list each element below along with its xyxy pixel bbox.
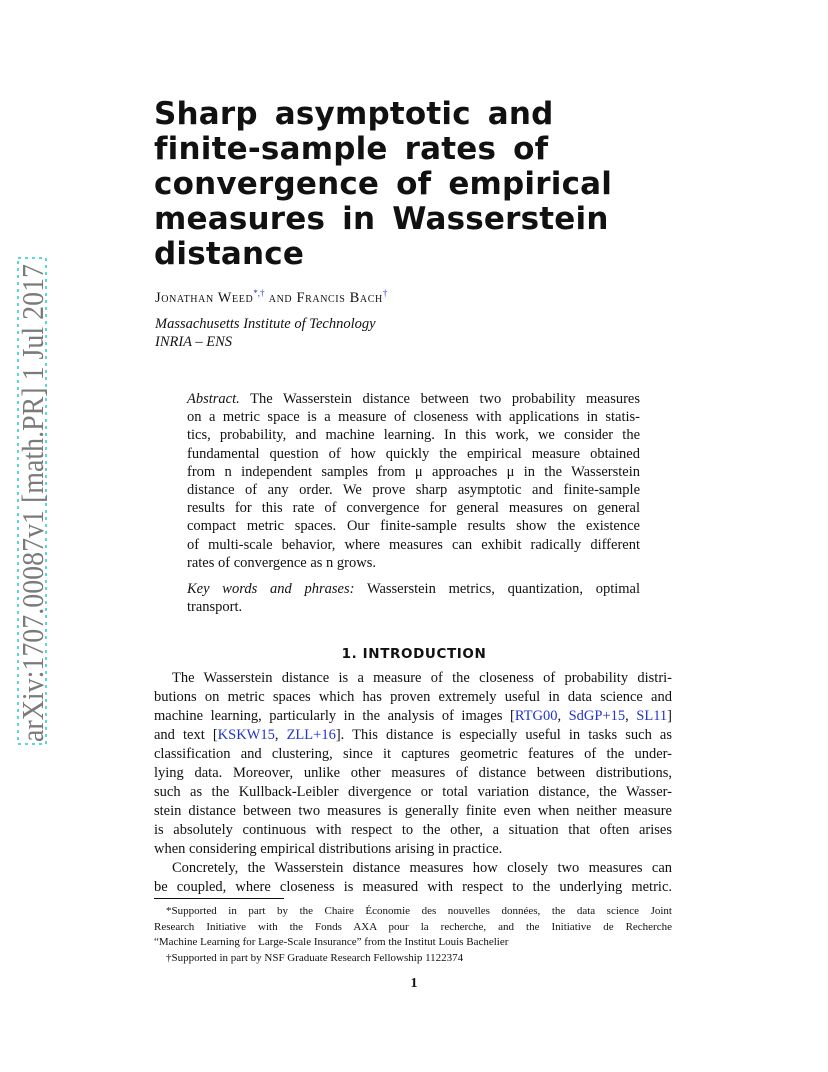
- footnote-rule: [154, 898, 284, 899]
- citation-link[interactable]: SL11: [636, 708, 668, 724]
- citation-link[interactable]: ZLL+16: [286, 727, 336, 743]
- keywords-line: Key words and phrases: Wasserstein metrics, quantization, optimal: [187, 581, 641, 597]
- paper-title: [154, 96, 613, 272]
- section-heading: [0, 646, 828, 662]
- body-line: when considering empirical distributions arising in practice.: [154, 841, 503, 857]
- body-text: [154, 669, 672, 897]
- abstract-line: Abstract. The Wasserstein distance between two probability measures: [187, 391, 640, 407]
- footnotes: [154, 904, 672, 966]
- abstract-line: on a metric space is a measure of closeness with applications in statis-: [187, 409, 640, 426]
- author-name: Francis Bach: [296, 289, 383, 306]
- title-line: distance: [154, 236, 305, 272]
- affiliation: INRIA – ENS: [155, 334, 233, 350]
- abstract-label: Abstract.: [187, 391, 240, 407]
- affiliations: [155, 315, 376, 351]
- body-line: classification and clustering, since it captures geometric features of the under-: [154, 746, 672, 762]
- footnote-line: †Supported in part by NSF Graduate Research Fellowship 1122374: [166, 951, 464, 964]
- footnote-mark-link[interactable]: †: [382, 288, 388, 298]
- body-line: machine learning, particularly in the analysis of images [RTG00, SdGP+15, SL11]: [154, 708, 673, 724]
- author-conjunction: and: [268, 289, 293, 306]
- footnote-mark-link[interactable]: *,†: [253, 288, 265, 298]
- abstract-line: from n independent samples from μ approaches μ in the Wasserstein: [187, 463, 640, 480]
- body-line: such as the Kullback-Leibler divergence or total variation distance, the Wasser-: [154, 784, 672, 800]
- body-line: lying data. Moreover, unlike other measures of distance between distributions,: [154, 765, 672, 781]
- section-number: 1.: [341, 646, 358, 662]
- arxiv-stamp: [0, 0, 58, 1072]
- citation-link[interactable]: KSKW15: [217, 727, 275, 743]
- keywords: [187, 580, 640, 616]
- keywords-line: transport.: [187, 599, 243, 616]
- footnote-line: Research Initiative with the Fonds AXA pour la recherche, and the Initiative de Recherche: [154, 920, 672, 933]
- abstract-line: rates of convergence as n grows.: [187, 554, 376, 571]
- author-name: Jonathan Weed: [155, 289, 254, 306]
- body-line: is absolutely continuous with respect to the other, a situation that often arises: [154, 822, 672, 838]
- abstract-line: fundamental question of how quickly the empirical measure obtained: [187, 445, 640, 462]
- body-line: Concretely, the Wasserstein distance measures how closely two measures can: [172, 860, 672, 876]
- abstract-line: results for this rate of convergence for general measures on general: [187, 500, 640, 517]
- abstract-line: tics, probability, and machine learning. In this work, we consider the: [187, 427, 640, 444]
- abstract-line: distance of any order. We prove sharp asymptotic and finite-sample: [187, 481, 640, 498]
- body-line: and text [KSKW15, ZLL+16]. This distance is especially useful in tasks such as: [154, 727, 672, 743]
- abstract-line: of multi-scale behavior, where measures can exhibit radically different: [187, 536, 640, 553]
- body-line: butions on metric spaces which has proven extremely useful in data science and: [154, 689, 672, 705]
- body-line: stein distance between two measures is generally finite even when neither measure: [154, 803, 672, 819]
- title-line: convergence of empirical: [154, 166, 613, 202]
- body-line: be coupled, where closeness is measured with respect to the underlying metric.: [154, 879, 672, 895]
- affiliation: Massachusetts Institute of Technology: [155, 316, 376, 332]
- body-line: The Wasserstein distance is a measure of the closeness of probability distri-: [172, 670, 672, 686]
- page-number: 1: [410, 976, 418, 991]
- footnote-line: *Supported in part by the Chaire Économie des nouvelles données, the data science Joint: [166, 905, 672, 917]
- footnote-line: “Machine Learning for Large-Scale Insurance” from the Institut Louis Bachelier: [154, 936, 509, 948]
- citation-link[interactable]: SdGP+15: [568, 708, 626, 724]
- keywords-label: Key words and phrases:: [187, 581, 355, 597]
- authors: [155, 288, 387, 307]
- citation-link[interactable]: RTG00: [514, 708, 558, 724]
- title-line: Sharp asymptotic and: [154, 96, 554, 132]
- arxiv-stamp-text: arXiv:1707.00087v1 [math.PR] 1 Jul 2017: [15, 211, 50, 742]
- section-title: INTRODUCTION: [362, 646, 487, 662]
- abstract-line: compact metric spaces. Our finite-sample results show the existence: [187, 518, 640, 535]
- title-line: finite-sample rates of: [154, 131, 549, 167]
- abstract: [187, 390, 640, 572]
- title-line: measures in Wasserstein: [154, 201, 609, 237]
